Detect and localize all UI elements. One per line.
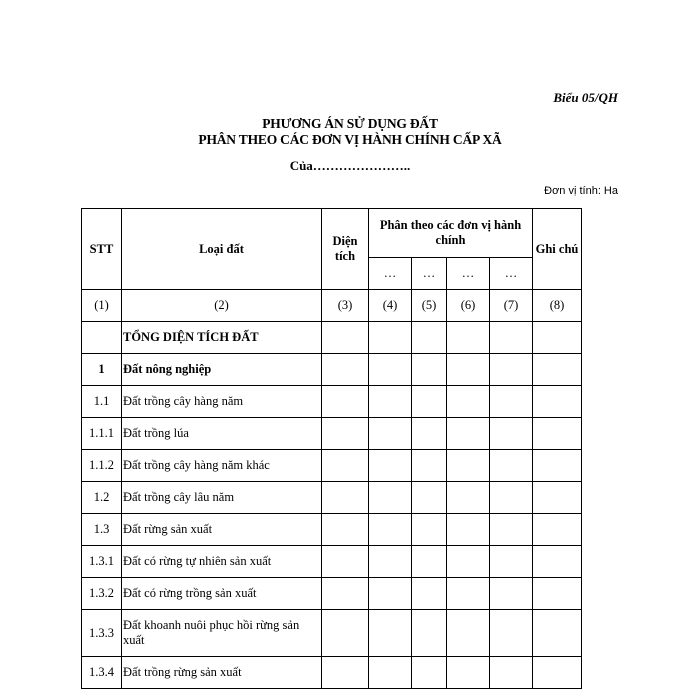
empty-cell xyxy=(322,578,369,610)
empty-cell xyxy=(447,657,490,689)
empty-cell xyxy=(447,322,490,354)
empty-cell xyxy=(369,386,412,418)
empty-cell xyxy=(412,354,447,386)
table-row xyxy=(82,322,582,354)
empty-cell xyxy=(322,610,369,657)
row-land-type: Đất trồng cây hàng năm xyxy=(122,386,322,418)
empty-cell xyxy=(533,546,582,578)
empty-cell xyxy=(412,610,447,657)
empty-cell xyxy=(490,610,533,657)
empty-cell xyxy=(490,482,533,514)
empty-cell xyxy=(533,578,582,610)
empty-cell xyxy=(533,386,582,418)
header-stt: STT xyxy=(82,209,122,290)
empty-cell xyxy=(369,482,412,514)
column-index: (6) xyxy=(447,290,490,322)
header-notes: Ghi chú xyxy=(533,209,582,290)
empty-cell xyxy=(490,322,533,354)
column-index: (8) xyxy=(533,290,582,322)
empty-cell xyxy=(412,657,447,689)
empty-cell xyxy=(412,514,447,546)
table-row xyxy=(82,657,582,689)
empty-cell xyxy=(490,546,533,578)
row-stt: 1.3.4 xyxy=(82,657,122,689)
row-stt: 1.1.2 xyxy=(82,450,122,482)
column-index: (3) xyxy=(322,290,369,322)
row-land-type: Đất khoanh nuôi phục hồi rừng sản xuất xyxy=(122,610,322,657)
header-admin-unit-2: … xyxy=(412,258,447,290)
document-title-line2: PHÂN THEO CÁC ĐƠN VỊ HÀNH CHÍNH CẤP XÃ xyxy=(198,132,502,147)
row-stt: 1.3.3 xyxy=(82,610,122,657)
empty-cell xyxy=(533,610,582,657)
header-admin-units: Phân theo các đơn vị hành chính xyxy=(369,209,533,258)
empty-cell xyxy=(447,386,490,418)
header-admin-unit-4: … xyxy=(490,258,533,290)
header-area: Diện tích xyxy=(322,209,369,290)
row-land-type: Đất rừng sản xuất xyxy=(122,514,322,546)
locality-line: Của………………….. xyxy=(289,158,411,173)
table-row xyxy=(82,578,582,610)
row-stt xyxy=(82,322,122,354)
row-land-type: Đất trồng lúa xyxy=(122,418,322,450)
empty-cell xyxy=(447,354,490,386)
empty-cell xyxy=(533,482,582,514)
empty-cell xyxy=(322,657,369,689)
empty-cell xyxy=(533,450,582,482)
empty-cell xyxy=(447,578,490,610)
empty-cell xyxy=(490,354,533,386)
empty-cell xyxy=(533,657,582,689)
row-land-type: Đất có rừng tự nhiên sản xuất xyxy=(122,546,322,578)
row-stt: 1.3.1 xyxy=(82,546,122,578)
empty-cell xyxy=(369,610,412,657)
row-stt: 1.3.2 xyxy=(82,578,122,610)
empty-cell xyxy=(322,418,369,450)
land-use-table xyxy=(81,208,582,689)
column-index: (1) xyxy=(82,290,122,322)
row-land-type: Đất trồng cây hàng năm khác xyxy=(122,450,322,482)
document-title-line1: PHƯƠNG ÁN SỬ DỤNG ĐẤT xyxy=(262,116,438,131)
table-row xyxy=(82,354,582,386)
empty-cell xyxy=(490,578,533,610)
empty-cell xyxy=(533,418,582,450)
row-land-type: TỔNG DIỆN TÍCH ĐẤT xyxy=(122,322,322,354)
row-land-type: Đất trồng rừng sản xuất xyxy=(122,657,322,689)
empty-cell xyxy=(447,482,490,514)
empty-cell xyxy=(369,450,412,482)
empty-cell xyxy=(447,610,490,657)
row-land-type: Đất có rừng trồng sản xuất xyxy=(122,578,322,610)
row-stt: 1 xyxy=(82,354,122,386)
row-stt: 1.1.1 xyxy=(82,418,122,450)
table-row xyxy=(82,546,582,578)
empty-cell xyxy=(447,514,490,546)
column-index-row xyxy=(82,290,582,322)
empty-cell xyxy=(447,418,490,450)
table-row xyxy=(82,450,582,482)
empty-cell xyxy=(412,450,447,482)
empty-cell xyxy=(412,418,447,450)
row-land-type: Đất trồng cây lâu năm xyxy=(122,482,322,514)
empty-cell xyxy=(369,657,412,689)
empty-cell xyxy=(412,482,447,514)
empty-cell xyxy=(533,322,582,354)
table-row xyxy=(82,514,582,546)
empty-cell xyxy=(322,546,369,578)
empty-cell xyxy=(322,482,369,514)
empty-cell xyxy=(412,386,447,418)
column-index: (5) xyxy=(412,290,447,322)
empty-cell xyxy=(322,450,369,482)
empty-cell xyxy=(322,354,369,386)
empty-cell xyxy=(447,546,490,578)
row-stt: 1.2 xyxy=(82,482,122,514)
empty-cell xyxy=(322,386,369,418)
empty-cell xyxy=(369,322,412,354)
empty-cell xyxy=(369,418,412,450)
empty-cell xyxy=(369,354,412,386)
header-admin-unit-1: … xyxy=(369,258,412,290)
unit-label: Đơn vị tính: Ha xyxy=(544,185,618,197)
column-index: (2) xyxy=(122,290,322,322)
row-land-type: Đất nông nghiệp xyxy=(122,354,322,386)
column-index: (4) xyxy=(369,290,412,322)
table-row xyxy=(82,386,582,418)
empty-cell xyxy=(412,546,447,578)
form-code: Biểu 05/QH xyxy=(553,90,618,105)
empty-cell xyxy=(490,418,533,450)
header-land-type: Loại đất xyxy=(122,209,322,290)
empty-cell xyxy=(322,514,369,546)
column-index: (7) xyxy=(490,290,533,322)
row-stt: 1.3 xyxy=(82,514,122,546)
empty-cell xyxy=(369,514,412,546)
table-row xyxy=(82,418,582,450)
empty-cell xyxy=(412,578,447,610)
empty-cell xyxy=(412,322,447,354)
empty-cell xyxy=(369,578,412,610)
table-row xyxy=(82,482,582,514)
empty-cell xyxy=(447,450,490,482)
empty-cell xyxy=(533,354,582,386)
table-row xyxy=(82,610,582,657)
empty-cell xyxy=(369,546,412,578)
empty-cell xyxy=(533,514,582,546)
header-admin-unit-3: … xyxy=(447,258,490,290)
empty-cell xyxy=(490,514,533,546)
row-stt: 1.1 xyxy=(82,386,122,418)
empty-cell xyxy=(490,386,533,418)
empty-cell xyxy=(490,657,533,689)
empty-cell xyxy=(322,322,369,354)
empty-cell xyxy=(490,450,533,482)
